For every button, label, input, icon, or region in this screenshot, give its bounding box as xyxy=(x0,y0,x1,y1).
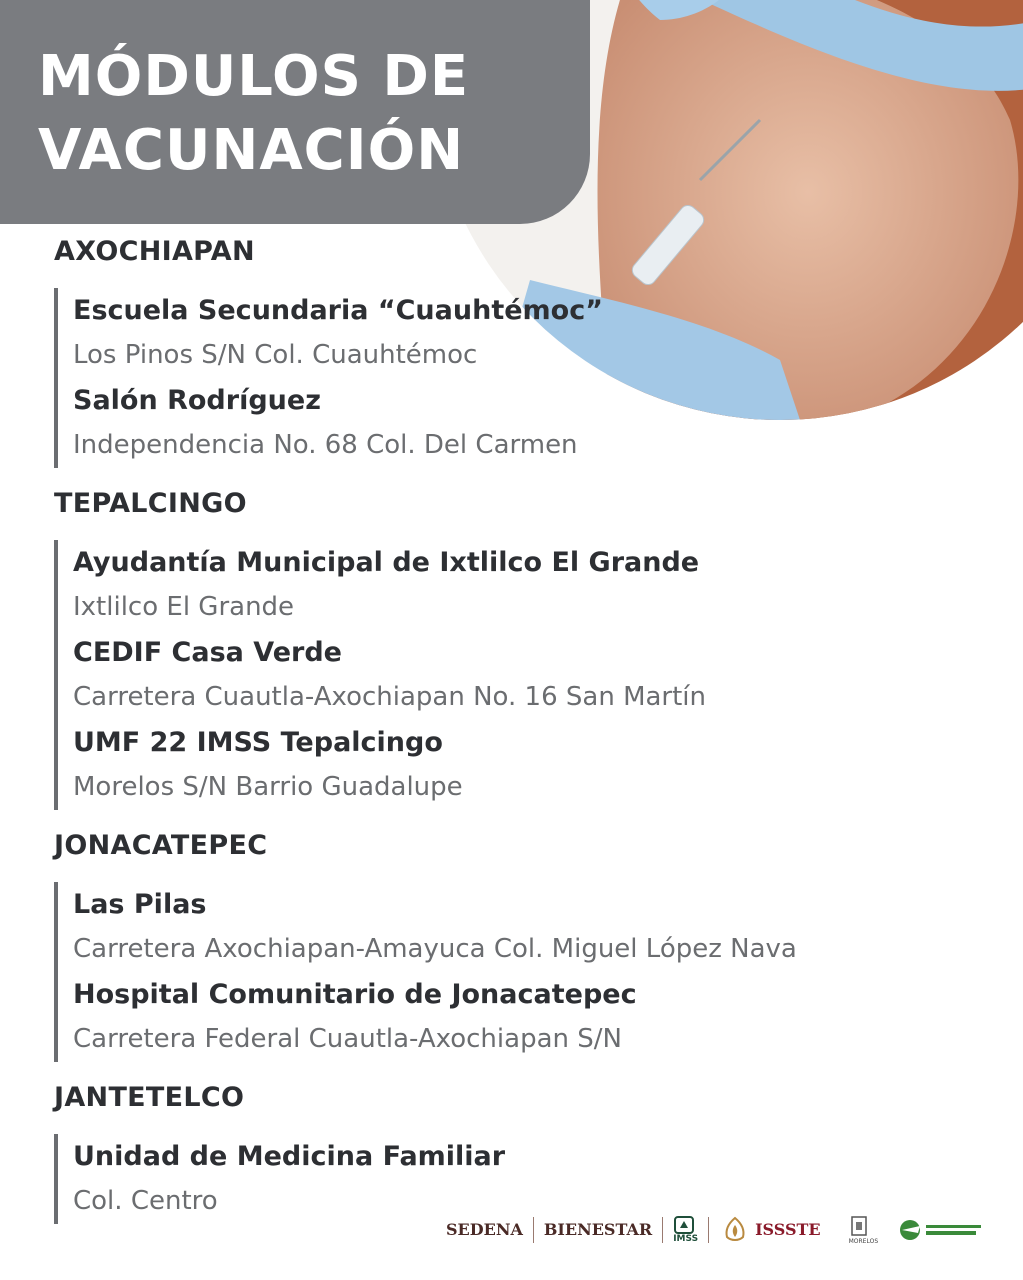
issste-emblem-icon xyxy=(719,1215,751,1245)
location-list xyxy=(54,288,603,468)
logo-divider xyxy=(708,1217,709,1243)
location-address: Carretera Axochiapan-Amayuca Col. Miguel López Nava xyxy=(73,934,797,964)
location-name: Las Pilas xyxy=(73,889,207,920)
region-axochiapan xyxy=(54,236,603,460)
issste-logo: ISSSTE xyxy=(719,1215,821,1245)
logo-divider xyxy=(662,1217,663,1243)
imss-logo: IMSS xyxy=(673,1216,698,1244)
location-name: Escuela Secundaria “Cuauhtémoc” xyxy=(73,295,603,326)
location-name: Ayudantía Municipal de Ixtlilco El Grande xyxy=(73,547,700,578)
location-address: Ixtlilco El Grande xyxy=(73,592,295,622)
title-line-2: VACUNACIÓN xyxy=(38,118,465,183)
location-list xyxy=(54,540,706,810)
region-heading: TEPALCINGO xyxy=(54,488,247,519)
title-banner xyxy=(0,0,590,224)
location-address: Carretera Federal Cuautla-Axochiapan S/N xyxy=(73,1024,622,1054)
location-address: Independencia No. 68 Col. Del Carmen xyxy=(73,430,578,460)
morelos-emblem-icon xyxy=(849,1216,869,1238)
sedena-logo: SEDENA xyxy=(446,1220,523,1239)
location-name: CEDIF Casa Verde xyxy=(73,637,342,668)
location-address: Col. Centro xyxy=(73,1186,218,1216)
morelos-logo: MORELOS xyxy=(849,1216,879,1245)
brigada-correcaminos-logo xyxy=(896,1217,986,1243)
location-address: Los Pinos S/N Col. Cuauhtémoc xyxy=(73,340,478,370)
location-list xyxy=(54,882,797,1062)
region-heading: AXOCHIAPAN xyxy=(54,236,255,267)
region-jantetelco xyxy=(54,1082,506,1216)
logo-divider xyxy=(533,1217,534,1243)
imss-emblem-icon xyxy=(673,1216,695,1234)
location-name: Hospital Comunitario de Jonacatepec xyxy=(73,979,637,1010)
location-address: Carretera Cuautla-Axochiapan No. 16 San Martín xyxy=(73,682,707,712)
location-list xyxy=(54,1134,505,1224)
location-name: Salón Rodríguez xyxy=(73,385,321,416)
location-name: UMF 22 IMSS Tepalcingo xyxy=(73,727,443,758)
roadrunner-icon xyxy=(896,1217,986,1243)
region-jonacatepec xyxy=(54,830,797,1054)
location-address: Morelos S/N Barrio Guadalupe xyxy=(73,772,463,802)
region-heading: JANTETELCO xyxy=(54,1082,245,1113)
page-title xyxy=(38,40,469,188)
region-heading: JONACATEPEC xyxy=(54,830,268,861)
region-tepalcingo xyxy=(54,488,707,802)
title-line-1: MÓDULOS DE xyxy=(38,44,470,109)
bienestar-logo: BIENESTAR xyxy=(543,1220,653,1239)
location-name: Unidad de Medicina Familiar xyxy=(73,1141,506,1172)
footer-logos xyxy=(446,1208,1006,1252)
